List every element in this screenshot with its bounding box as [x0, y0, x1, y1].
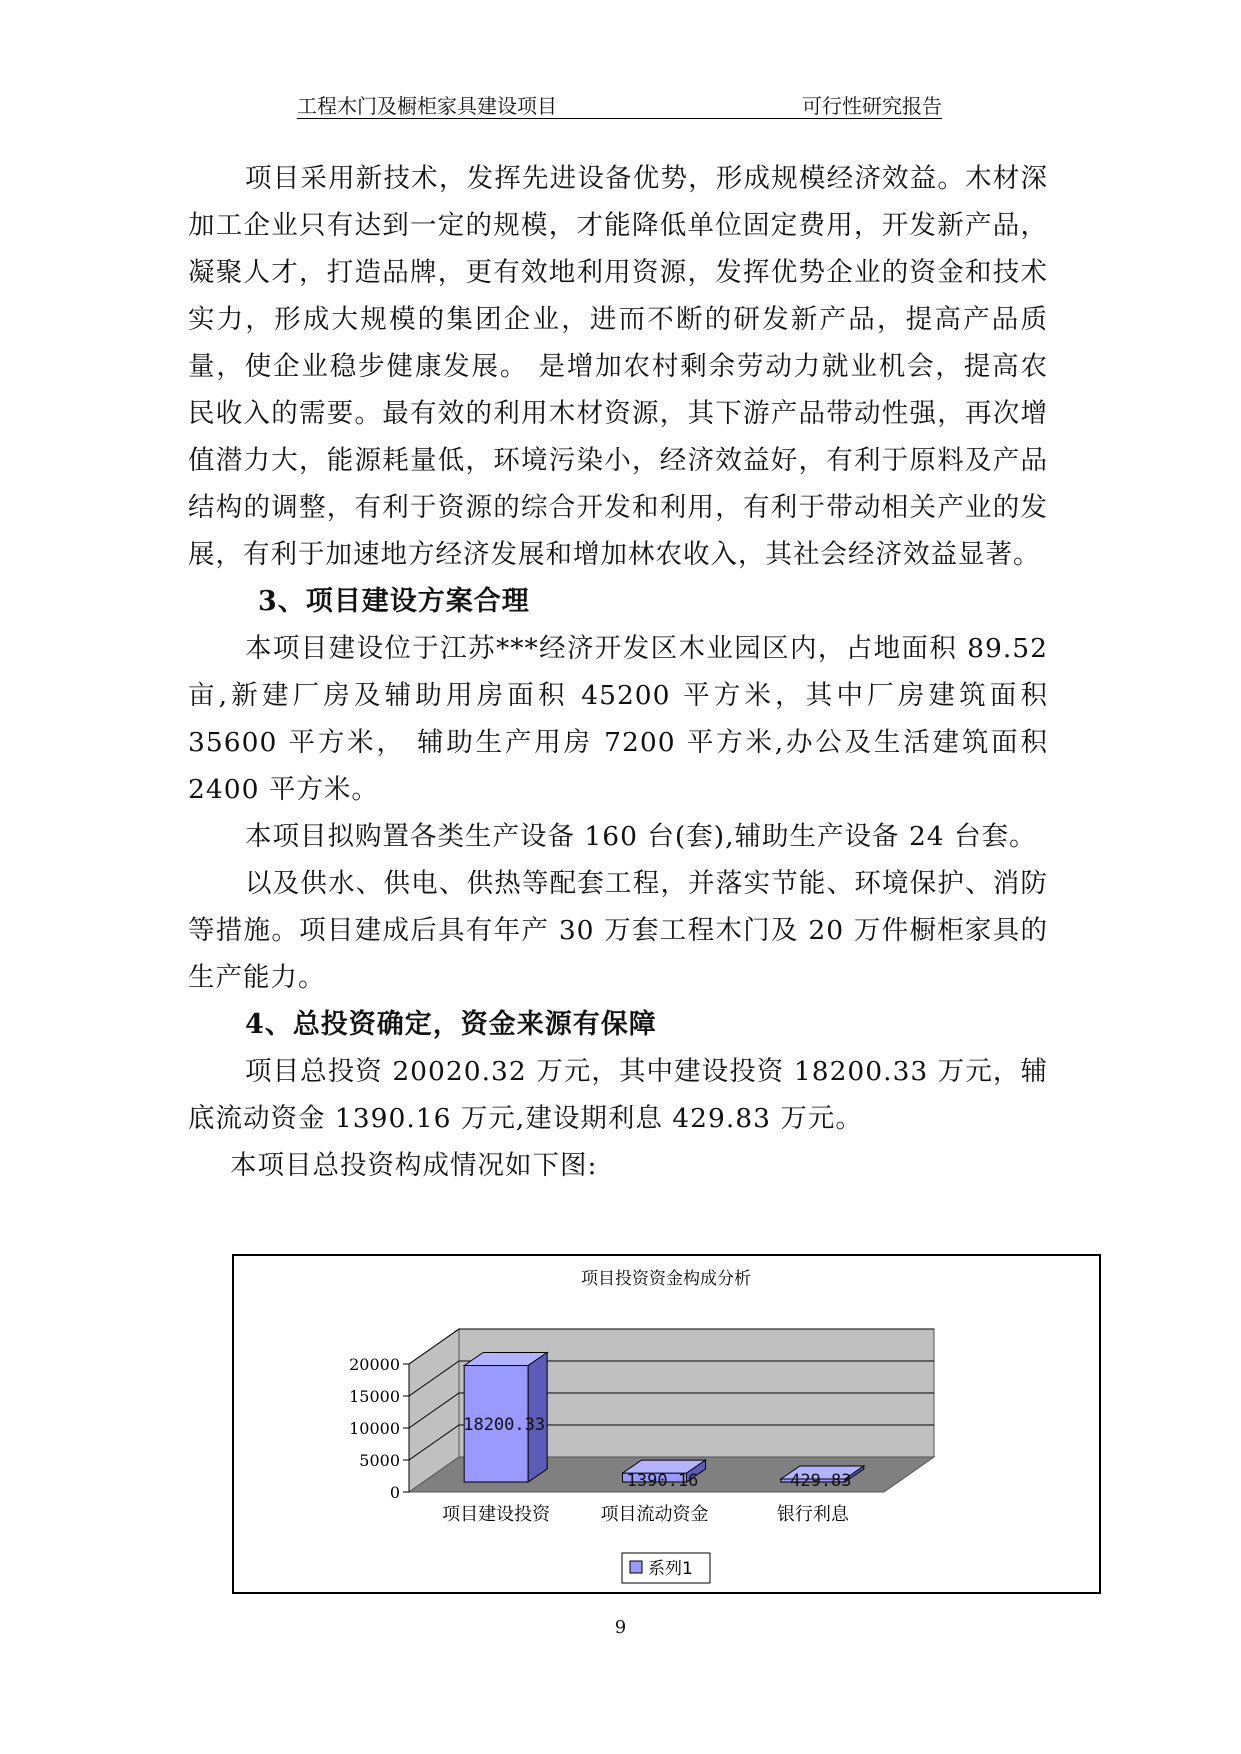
chart-data-label: 429.83: [790, 1471, 852, 1491]
chart-category-label: 银行利息: [776, 1504, 849, 1525]
section-heading-4: 4、总投资确定，资金来源有保障: [245, 1009, 657, 1040]
chart-y-tick-label: 10000: [349, 1419, 400, 1438]
paragraph-chart-intro: 本项目总投资构成情况如下图:: [230, 1150, 598, 1181]
paragraph-facilities: 以及供水、供电、供热等配套工程，并落实节能、环境保护、消防等措施。项目建成后具有年产 30 万套工程木门及 20 万件橱柜家具的生产能力。: [188, 868, 1048, 993]
chart-y-tick-label: 0: [389, 1483, 400, 1502]
paragraph-site: 本项目建设位于江苏***经济开发区木业园区内，占地面积 89.52 亩,新建厂房及辅助用房面积 45200 平方米，其中厂房建筑面积 35600 平方米， 辅助生产用房 7200 平方米,办公及生活建筑面积 2400 平方米。: [188, 633, 1048, 805]
paragraph-investment: 项目总投资 20020.32 万元，其中建设投资 18200.33 万元，辅底流动资金 1390.16 万元,建设期利息 429.83 万元。: [188, 1056, 1048, 1134]
chart-data-label: 1390.16: [626, 1471, 699, 1491]
chart-y-tick-label: 20000: [349, 1355, 400, 1374]
chart-category-label: 项目建设投资: [442, 1504, 551, 1525]
chart-svg: [234, 1256, 1099, 1592]
chart-y-tick-label: 5000: [359, 1451, 400, 1470]
paragraph-equipment: 本项目拟购置各类生产设备 160 台(套),辅助生产设备 24 台套。: [245, 821, 1037, 852]
header-report-type: 可行性研究报告: [802, 94, 942, 118]
page-header: [297, 88, 942, 119]
chart-category-label: 项目流动资金: [600, 1504, 709, 1525]
header-project-title: 工程木门及橱柜家具建设项目: [297, 94, 557, 118]
paragraph-benefits: 项目采用新技术，发挥先进设备优势，形成规模经济效益。木材深加工企业只有达到一定的规模，才能降低单位固定费用，开发新产品，凝聚人才，打造品牌，更有效地利用资源，发挥优势企业的资金和技术实力，形成大规模的集团企业，进而不断的研发新产品，提高产品质量，使企业稳步健康发展。 是增加农村剩余劳动力就业机会，提高农民收入的需要。最有效的利用木材资源，其下游产品带动性强，再次增值潜力大，能源耗量低，环境污染小，经济效益好，有利于原料及产品结构的调整，有利于资源的综合开发和利用，有利于带动相关产业的发展，有利于加速地方经济发展和增加林农收入，其社会经济效益显著。: [188, 163, 1048, 570]
section-heading-3: 3、项目建设方案合理: [258, 586, 530, 617]
page-number: 9: [614, 1617, 627, 1638]
document-body: [188, 155, 1048, 1189]
investment-chart: [232, 1254, 1101, 1594]
chart-title: 项目投资资金构成分析: [581, 1269, 751, 1289]
chart-legend-label: 系列1: [648, 1559, 693, 1579]
chart-y-tick-label: 15000: [349, 1387, 400, 1406]
chart-data-label: 18200.33: [463, 1414, 546, 1435]
chart-legend-swatch: [630, 1561, 642, 1573]
